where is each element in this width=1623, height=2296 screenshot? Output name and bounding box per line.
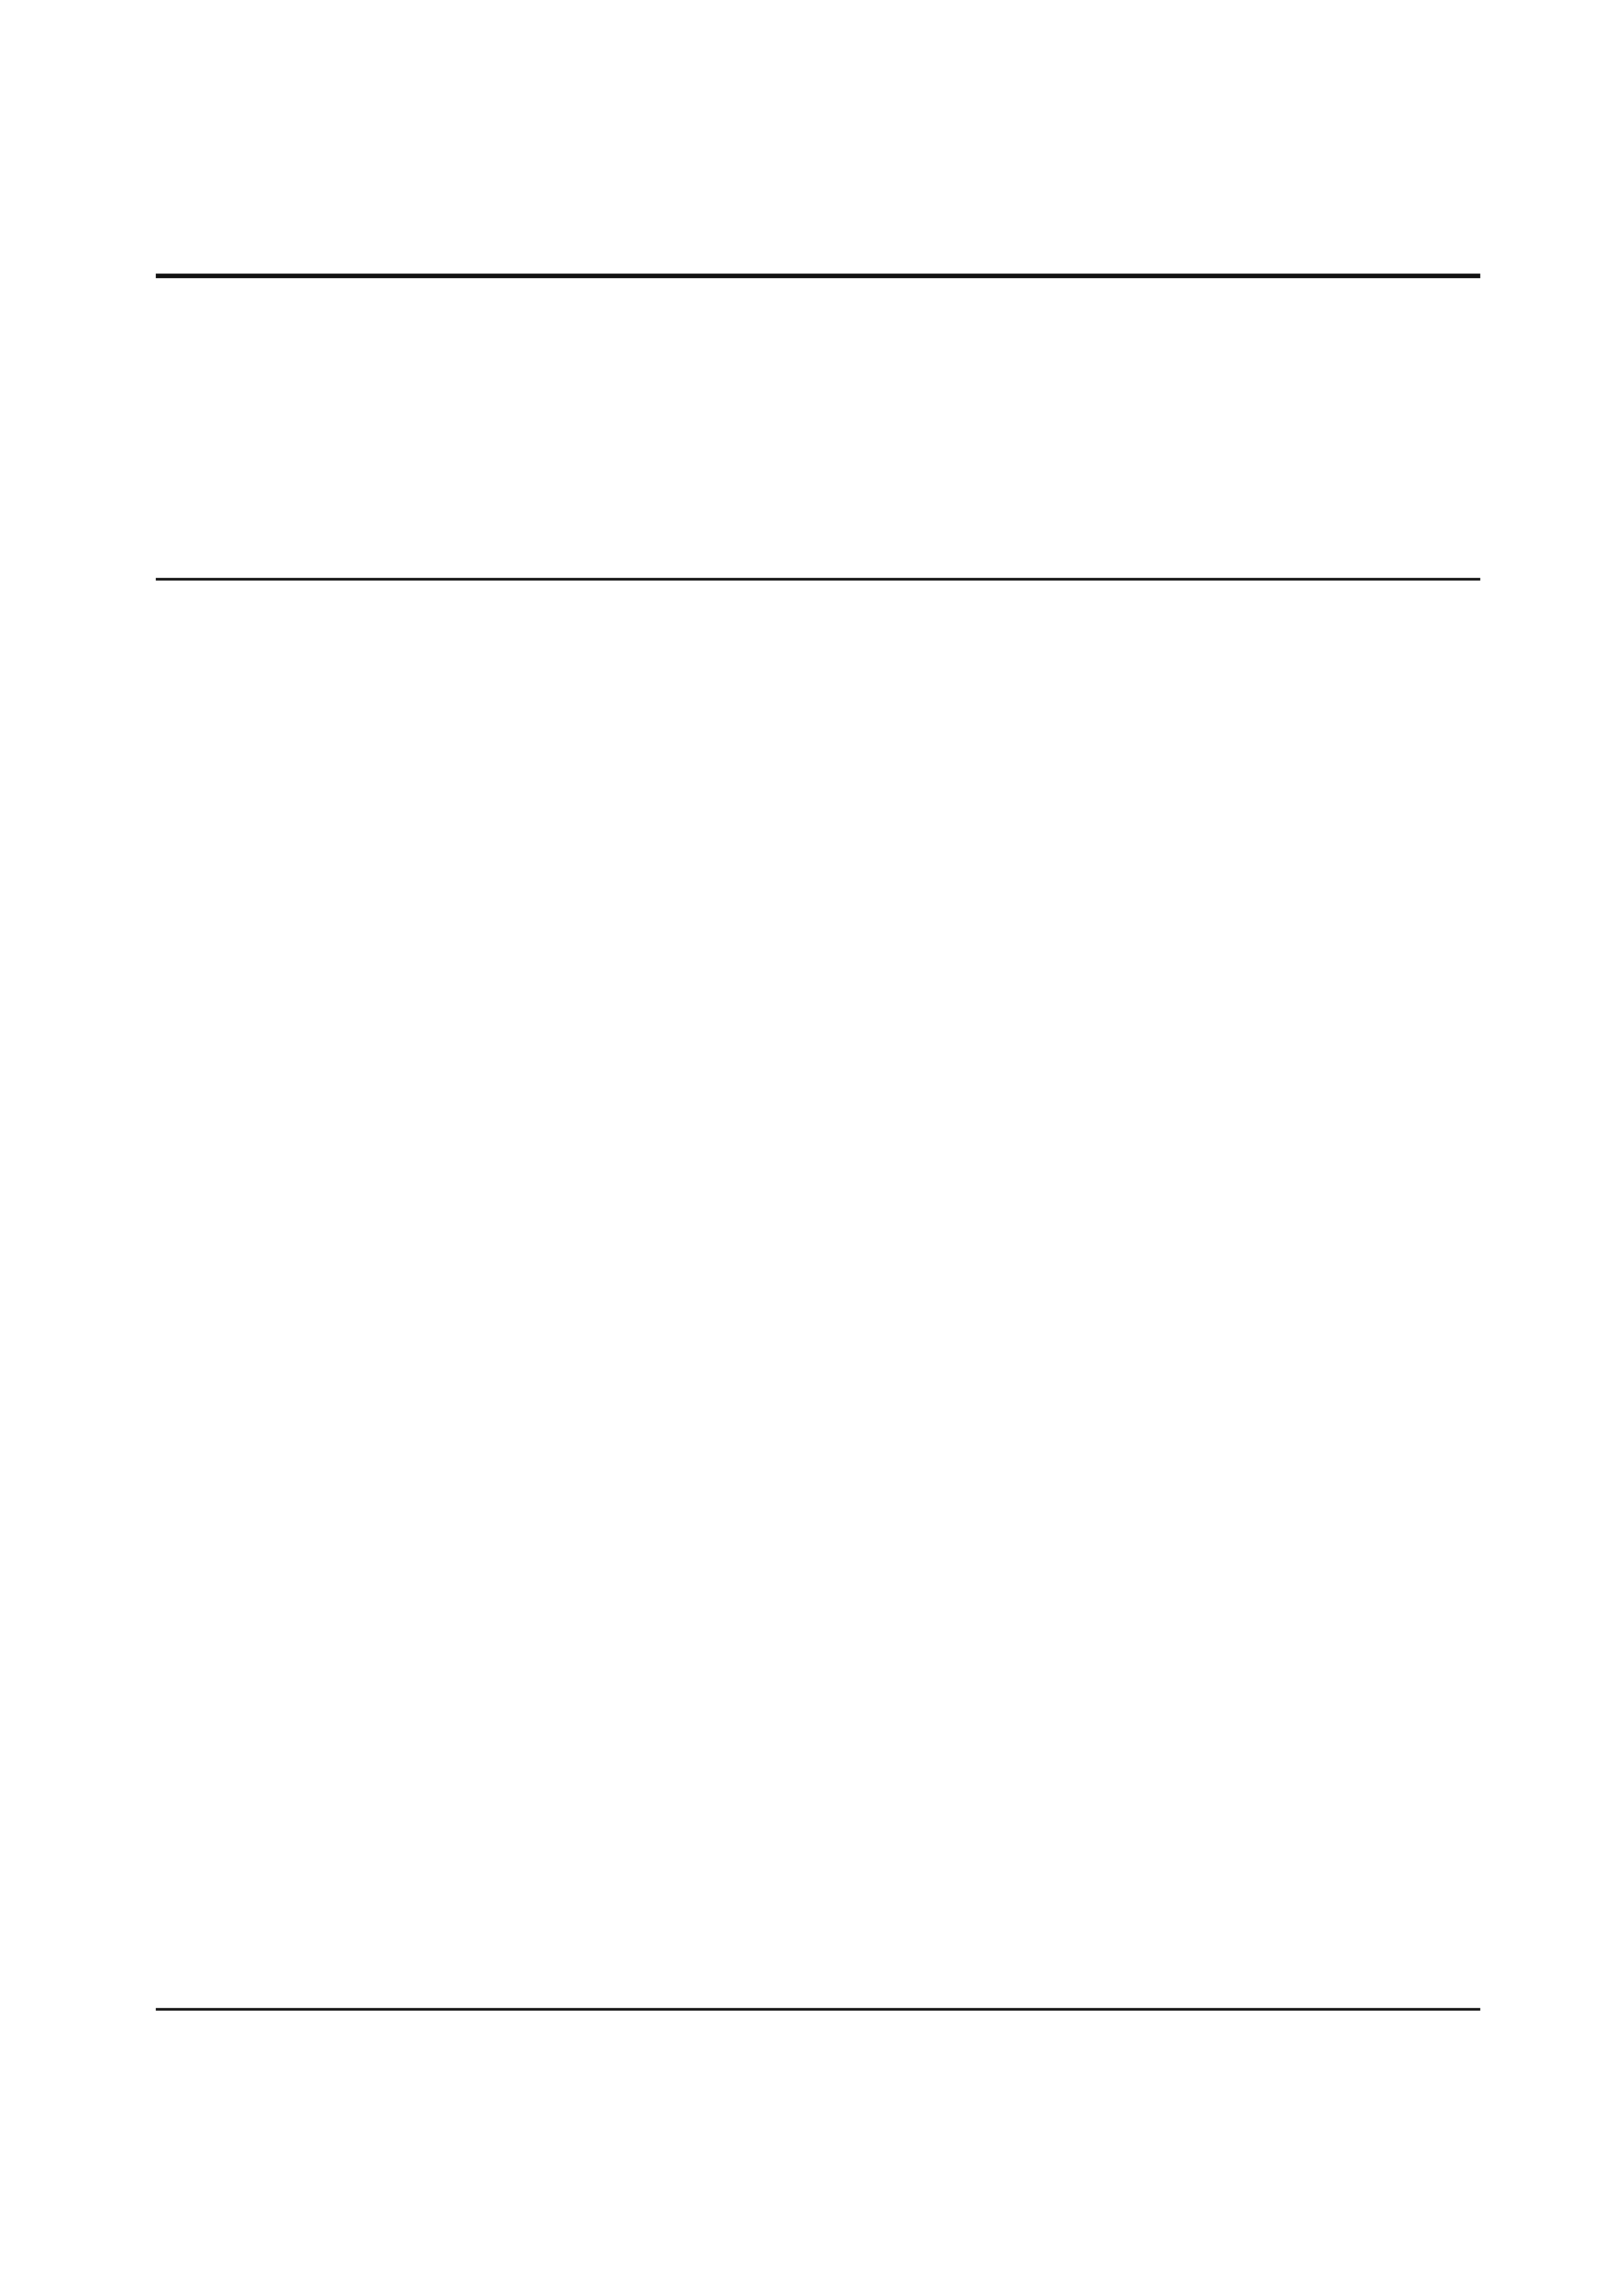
- footer-rule: [156, 2008, 1480, 2011]
- title-rule: [156, 578, 1480, 581]
- header-rule: [156, 274, 1480, 278]
